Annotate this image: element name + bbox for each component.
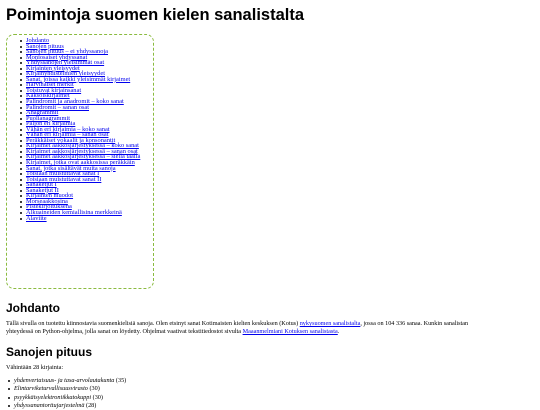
toc-link[interactable]: Sanaketjut II xyxy=(26,186,59,194)
word: yhdenvertaisuus- ja tasa-arvolautakunta xyxy=(14,377,115,384)
toc-item xyxy=(26,216,140,222)
johdanto-text-2: , jossa on 104 336 sanaa. Kunkin sanalistan xyxy=(360,320,469,327)
page-title: Poimintoja suomen kielen sanalistalta xyxy=(6,6,305,24)
johdanto-paragraph xyxy=(6,320,536,336)
toc-link[interactable]: Sanaketjut I xyxy=(26,181,57,189)
toc-link[interactable]: Alkuaineiden kemiallisina merkkeinä xyxy=(26,208,122,216)
toc-link[interactable]: Puolianagrammit xyxy=(26,114,71,122)
toc-link[interactable]: Kirjaimet aakkosjärjestyksessä – siellä täällä xyxy=(26,153,141,161)
long-words-list xyxy=(14,377,126,410)
link-nykysuomen-sanalista[interactable]: nykysuomen sanalistalta xyxy=(299,320,361,327)
toc-link[interactable]: Moniosaiset yhdyssanat xyxy=(26,53,88,61)
list-item xyxy=(14,394,126,402)
johdanto-text-3: yhteydessä on Python-ohjelma, jolla sanat on löydetty. Ohjelmat vaativat tekstitiedostot sivulta xyxy=(6,328,243,336)
toc-link[interactable]: Paljon eri kirjaimia xyxy=(26,120,76,128)
toc-link[interactable]: Johdanto xyxy=(26,37,50,44)
toc-link[interactable]: Kirjainyhdistelmien yleisyydet xyxy=(26,70,105,78)
link-kotus-sanalista[interactable]: Maaanmelmiani Kotuksen sanalistasta xyxy=(242,328,338,336)
toc-link[interactable]: Yhdyssanojen yleisimmät osat xyxy=(26,59,105,67)
toc-link[interactable]: Pistekirjoituksena xyxy=(26,203,72,211)
table-of-contents xyxy=(6,34,154,289)
toc-link[interactable]: Morseaakkosina xyxy=(26,197,68,205)
word-length: (28) xyxy=(86,401,97,409)
toc-link[interactable]: Toistuvat kirjainsanat xyxy=(26,86,82,94)
section-heading-johdanto: Johdanto xyxy=(6,301,60,315)
toc-link[interactable]: Harvinaiset merkit xyxy=(26,81,74,89)
toc-link[interactable]: Vähän eri kirjaimia – sanan osat xyxy=(26,131,109,139)
toc-link[interactable]: Sanojen pituus xyxy=(26,42,64,50)
toc-link[interactable]: Anagrammit xyxy=(26,109,59,117)
word-length: (35) xyxy=(115,377,127,384)
word-length: (30) xyxy=(92,393,103,401)
johdanto-text-4: . xyxy=(337,328,340,336)
list-item xyxy=(14,377,126,385)
toc-link[interactable]: Palindromit – sanan osat xyxy=(26,103,90,111)
toc-link[interactable]: Kirjaimet aakkosjärjestyksessä – koko sanat xyxy=(26,142,139,150)
toc-link[interactable]: Alaviite xyxy=(26,214,47,222)
list-item xyxy=(14,385,126,393)
toc-link[interactable]: Kirjainten muodot xyxy=(26,192,74,200)
toc-link[interactable]: Peräkkäiset vokaalit ja konsonantit xyxy=(26,136,116,144)
toc-link[interactable]: Kaksoiskirjaimet xyxy=(26,92,70,100)
word: yhdyssanantorttujarjestelmä xyxy=(14,401,85,409)
toc-link[interactable]: Toisiaan muistuttavat sanat I xyxy=(26,170,100,178)
section-heading-pituus: Sanojen pituus xyxy=(6,345,93,359)
toc-link[interactable]: Sanojen pituus – ei yhdyssanoja xyxy=(26,48,109,56)
toc-link[interactable]: Palindromit ja anadromit – koko sanat xyxy=(26,98,124,106)
pituus-intro: Vähintään 28 kirjainta: xyxy=(6,364,64,371)
toc-link[interactable]: Sanat, joissa kaikki yleisimmät kirjaimet xyxy=(26,75,131,83)
word: Elintarviketurvallisuusvirasto xyxy=(14,385,88,393)
johdanto-text-1: Tällä sivulla on tuotettu kiinnostavia suomenkielisiä sanoja. Olen etsinyt sanat Kotimaisten kielten keskuksen (Kotus) xyxy=(6,320,300,327)
toc-link[interactable]: Toisiaan muistuttavat sanat II xyxy=(26,175,102,183)
word: psyykkäisyelektroniikkatokuppi xyxy=(14,393,92,401)
list-item xyxy=(14,402,126,410)
toc-link[interactable]: Kirjaimet aakkosjärjestyksessä – sanan osat xyxy=(26,147,138,155)
toc-list xyxy=(26,38,140,221)
toc-link[interactable]: Vähän eri kirjaimia – koko sanat xyxy=(26,125,110,133)
toc-link[interactable]: Kirjainten yleisyydet xyxy=(26,64,80,72)
toc-link[interactable]: Kirjaimet, jotka ovat aakkosissa peräkkäin xyxy=(26,159,135,167)
toc-link[interactable]: Sanat, jotka sisältävät muita sanoja xyxy=(26,164,116,172)
word-length: (30) xyxy=(89,385,100,393)
